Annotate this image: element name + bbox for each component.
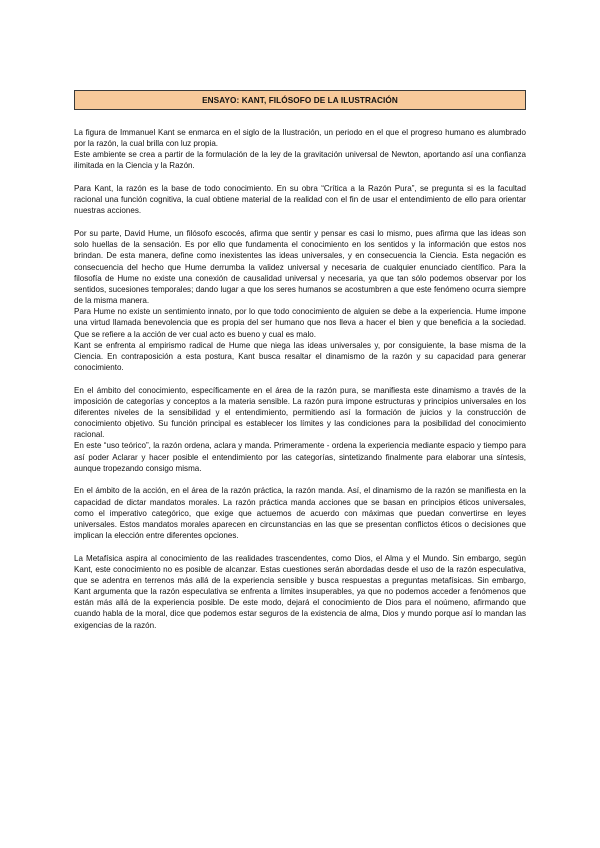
paragraph-3 <box>74 228 526 373</box>
essay-title: ENSAYO: KANT, FILÓSOFO DE LA ILUSTRACIÓN <box>74 90 526 110</box>
paragraph-text: Para Hume no existe un sentimiento innato, por lo que todo conocimiento de alguien se debe a la experiencia. Hume impone una virtud llamada benevolencia que es propia del ser humano que nos lleva a hacer el bien y que beneficia a la sociedad. Que se refiere a la acción de ver cual acto es bueno y cual es malo. <box>74 307 526 339</box>
paragraph-text: En este “uso teórico”, la razón ordena, aclara y manda. Primeramente - ordena la experiencia mediante espacio y tiempo para así poder Aclarar y hacer posible el entendimiento por las categorías, sintetizando finalmente para elaborar una síntesis, aunque tropezando consigo misma. <box>74 441 526 473</box>
paragraph-text: En el ámbito de la acción, en el área de la razón práctica, la razón manda. Así, el dinamismo de la razón se manifiesta en la capacidad de dictar mandatos morales. La razón práctica manda acciones que se basan en principios éticos universales, como el imperativo categórico, que exige que actuemos de acuerdo con máximas que puedan convertirse en leyes universales. Estos mandatos morales aparecen en circunstancias en las que se presentan conflictos éticos o decisiones que implican la elección entre diferentes opciones. <box>74 486 526 540</box>
paragraph-text: La Metafísica aspira al conocimiento de las realidades trascendentes, como Dios, el Alma y el Mundo. Sin embargo, según Kant, este conocimiento no es posible de alcanzar. Estas cuestiones serán abordadas desde el uso de la razón especulativa, que se adentra en terrenos más allá de la experiencia sensible y busca respuestas a preguntas metafísicas. Sin embargo, Kant argumenta que la razón especulativa se enfrenta a límites insuperables, ya que no podemos acceder a fenómenos que están más allá de la experiencia posible. De este modo, dejará el conocimiento de Dios para el noúmeno, afirmando que cuando habla de la moral, dice que podemos estar seguros de la existencia de alma, Dios y mundo porque así lo mandan las exigencias de la razón. <box>74 553 526 630</box>
paragraph-text: Para Kant, la razón es la base de todo conocimiento. En su obra “Crítica a la Razón Pura”, se pregunta si es la facultad racional una función cognitiva, la cual obtiene material de la realidad con el fin de usar el entendimiento de ello para orientar nuestras acciones. <box>74 184 526 216</box>
paragraph-6 <box>74 553 526 631</box>
paragraph-text: Por su parte, David Hume, un filósofo escocés, afirma que sentir y pensar es casi lo mismo, pues afirma que las ideas son solo huellas de la sensación. Es por ello que fundamenta el conocimiento en los sentidos y la información que estos nos brindan. De esta manera, define como inexistentes las ideas universales, y en consecuencia la Ciencia. Esta negación es consecuencia del hecho que Hume derrumba la validez universal y necesaria de cualquier enunciado científico. Para la filosofía de Hume no existe una conexión de causalidad universal y necesaria, ya que tan sólo podemos observar por los sentidos, sucesiones temporales; dando lugar a que los seres humanos se acostumbren a que este fenómeno ocurra siempre de la misma manera. <box>74 229 526 306</box>
paragraph-text: La figura de Immanuel Kant se enmarca en el siglo de la Ilustración, un periodo en el que el progreso humano es alumbrado por la razón, la cual brilla con luz propia. <box>74 128 526 149</box>
paragraph-text: Este ambiente se crea a partir de la formulación de la ley de la gravitación universal de Newton, aportando así una confianza ilimitada en la Ciencia y la Razón. <box>74 150 526 171</box>
paragraph-4 <box>74 385 526 474</box>
essay-body <box>74 127 526 642</box>
paragraph-text: En el ámbito del conocimiento, específicamente en el área de la razón pura, se manifiesta este dinamismo a través de la imposición de categorías y conceptos a la materia sensible. La razón pura impone estructuras y principios universales en los diferentes niveles de la sensibilidad y el entendimiento, permitiendo así la formación de juicios y la construcción de conocimiento objetivo. Su función principal es establecer los límites y las condiciones para la posibilidad del conocimiento racional. <box>74 385 526 440</box>
paragraph-5 <box>74 485 526 541</box>
paragraph-1 <box>74 127 526 172</box>
paragraph-text: Kant se enfrenta al empirismo radical de Hume que niega las ideas universales y, por consiguiente, la base misma de la Ciencia. En contraposición a esta postura, Kant busca resaltar el dinamismo de la razón y su capacidad para generar conocimiento. <box>74 340 526 372</box>
paragraph-2 <box>74 183 526 216</box>
